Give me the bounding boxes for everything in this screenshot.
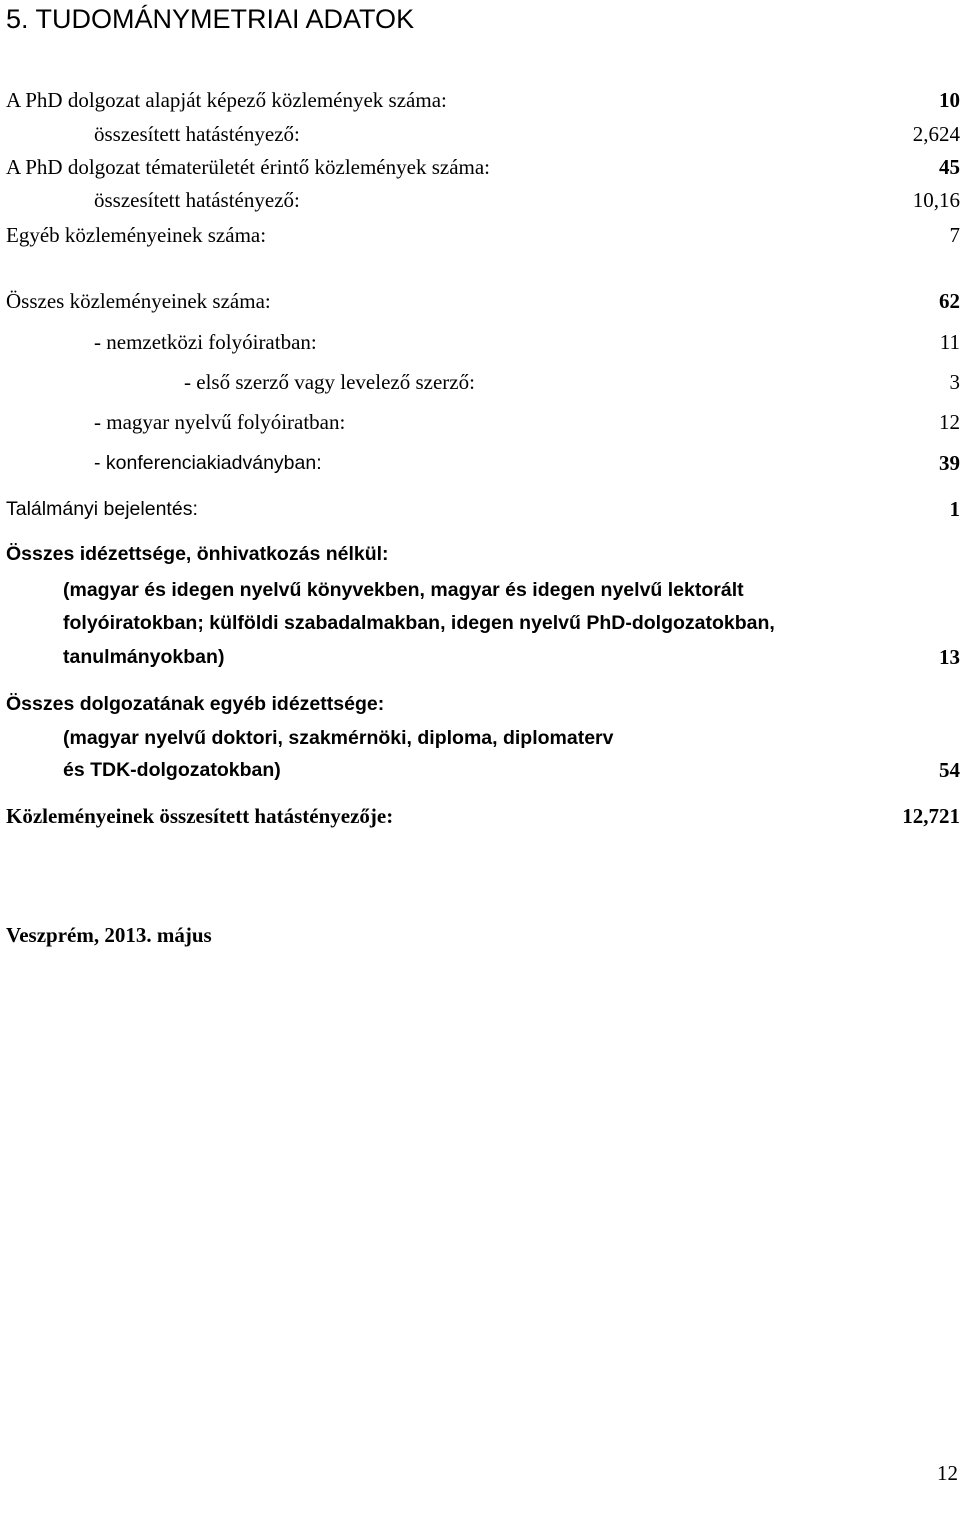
total-impact-value: 12,721 [902,804,960,828]
other-citations-title: Összes dolgozatának egyéb idézettsége: [6,693,385,715]
metric-row [6,369,960,395]
citations-title: Összes idézettsége, önhivatkozás nélkül: [6,543,389,565]
metric-row [6,187,960,213]
other-citations-title-row [6,691,960,717]
citations-detail-line: (magyar és idegen nyelvű könyvekben, magyar és idegen nyelvű lektorált [63,579,744,601]
page-heading: 5. TUDOMÁNYMETRIAI ADATOK [6,4,415,34]
metric-label: összesített hatástényező: [94,188,300,212]
metric-value: 12 [939,410,960,434]
metric-row [6,496,960,522]
citations-detail-line: folyóiratokban; külföldi szabadalmakban, idegen nyelvű PhD-dolgozatokban, [63,612,775,634]
total-impact-label: Közleményeinek összesített hatástényezője: [6,804,394,828]
metric-row [6,288,960,314]
page-number: 12 [937,1461,958,1485]
metric-label: Összes közleményeinek száma: [6,289,271,313]
metric-value: 39 [939,451,960,475]
metric-label: A PhD dolgozat tématerületét érintő közlemények száma: [6,155,491,179]
metric-label: összesített hatástényező: [94,122,300,146]
metric-row [6,87,960,113]
metric-label: - első szerző vagy levelező szerző: [184,370,475,394]
citations-value-row [6,644,960,670]
metric-row [6,450,960,476]
citations-title-row [6,541,960,567]
place-and-date: Veszprém, 2013. május [6,923,212,947]
metric-value: 10 [939,88,960,112]
metric-value: 7 [949,223,960,247]
metric-label: Egyéb közleményeinek száma: [6,223,267,247]
metric-label: A PhD dolgozat alapját képező közlemények száma: [6,88,447,112]
metric-value: 2,624 [912,122,960,146]
metric-row [6,329,960,355]
metric-row [6,222,960,248]
metric-label: - magyar nyelvű folyóiratban: [94,410,346,434]
total-impact-row [6,803,960,829]
other-citations-detail-line: (magyar nyelvű doktori, szakmérnöki, diploma, diplomaterv [63,727,614,749]
other-citations-value-row [6,757,960,783]
metric-value: 11 [939,330,960,354]
metric-value: 3 [949,370,960,394]
citations-detail-line: tanulmányokban) [63,646,225,668]
other-citations-detail-line: és TDK-dolgozatokban) [63,759,281,781]
other-citations-value: 54 [939,758,960,782]
metric-value: 62 [939,289,960,313]
metric-label: - nemzetközi folyóiratban: [94,330,317,354]
metric-label: - konferenciakiadványban: [94,452,322,474]
metric-value: 10,16 [912,188,960,212]
metric-row [6,409,960,435]
metric-value: 1 [949,497,960,521]
metric-row [6,154,960,180]
metric-value: 45 [939,155,960,179]
metric-row [6,121,960,147]
citations-value: 13 [939,645,960,669]
metric-label: Találmányi bejelentés: [6,498,198,520]
